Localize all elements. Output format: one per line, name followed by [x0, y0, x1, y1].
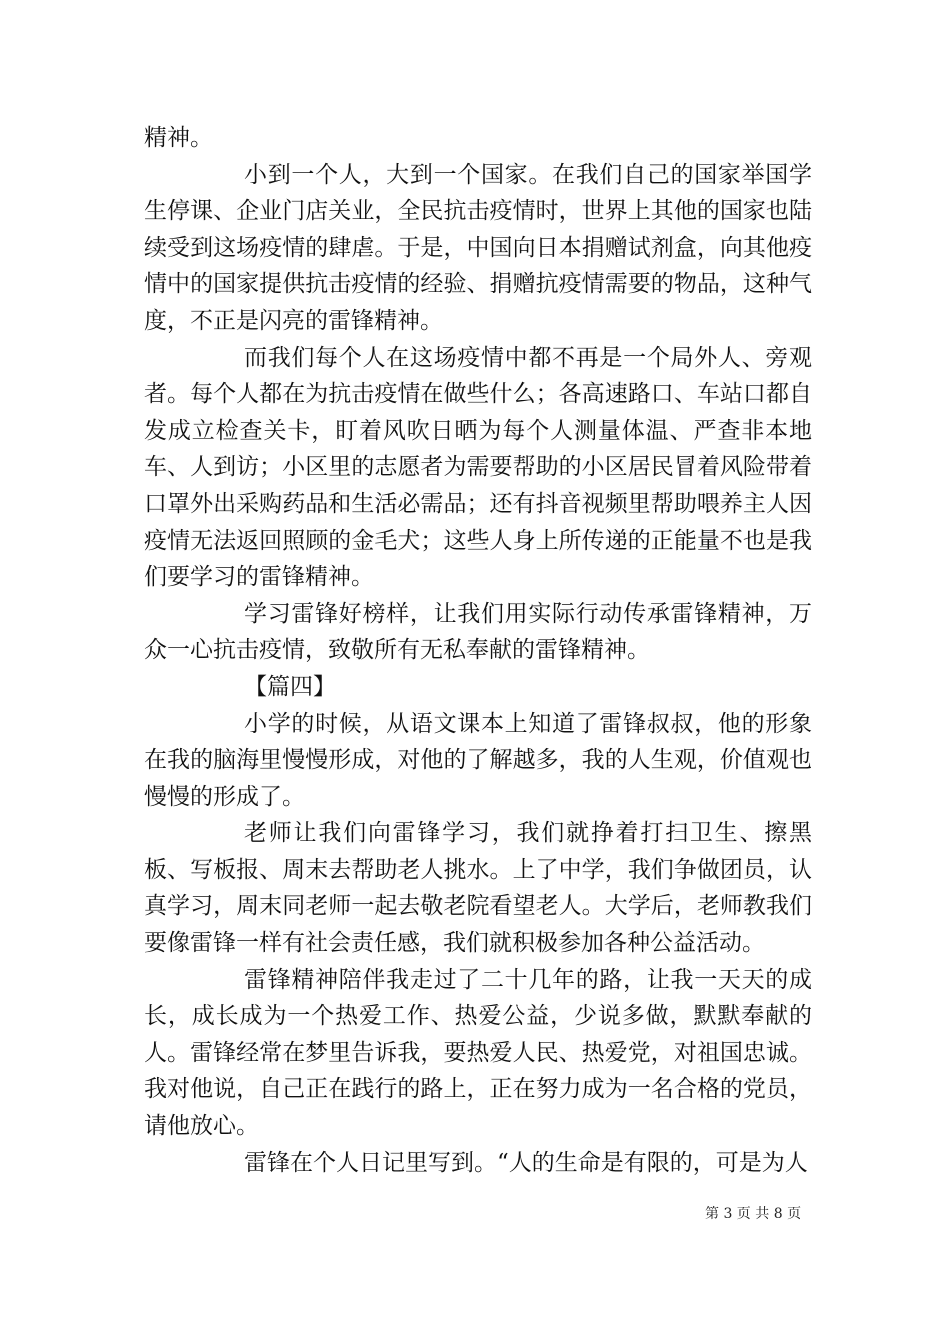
paragraph-4: 学习雷锋好榜样，让我们用实际行动传承雷锋精神，万众一心抗击疫情，致敬所有无私奉献的雷锋精神。 [144, 600, 812, 664]
paragraph-8: 雷锋在个人日记里写到。“人的生命是有限的，可是为人 [244, 1149, 808, 1176]
document-body [144, 120, 812, 1181]
paragraph-2: 小到一个人，大到一个国家。在我们自己的国家举国学生停课、企业门店关业，全民抗击疫情时，世界上其他的国家也陆续受到这场疫情的肆虐。于是，中国向日本捐赠试剂盒，向其他疫情中的国家提供抗击疫情的经验、捐赠抗疫情需要的物品，这种气度，不正是闪亮的雷锋精神。 [144, 161, 812, 334]
page-number-footer: 第 3 页 共 8 页 [705, 1206, 802, 1222]
section-heading: 【篇四】 [244, 673, 336, 700]
paragraph-5: 小学的时候，从语文课本上知道了雷锋叔叔，他的形象在我的脑海里慢慢形成，对他的了解越多，我的人生观，价值观也慢慢的形成了。 [144, 710, 812, 810]
paragraph-3: 而我们每个人在这场疫情中都不再是一个局外人、旁观者。每个人都在为抗击疫情在做些什么；各高速路口、车站口都自发成立检查关卡，盯着风吹日晒为每个人测量体温、严查非本地车、人到访；小区里的志愿者为需要帮助的小区居民冒着风险带着口罩外出采购药品和生活必需品；还有抖音视频里帮助喂养主人因疫情无法返回照顾的金毛犬；这些人身上所传递的正能量不也是我们要学习的雷锋精神。 [144, 344, 812, 591]
paragraph-6: 老师让我们向雷锋学习，我们就挣着打扫卫生、擦黑板、写板报、周末去帮助老人挑水。上了中学，我们争做团员，认真学习，周末同老师一起去敬老院看望老人。大学后，老师教我们要像雷锋一样有社会责任感，我们就积极参加各种公益活动。 [144, 820, 812, 957]
paragraph-1: 精神。 [144, 125, 213, 151]
paragraph-7: 雷锋精神陪伴我走过了二十几年的路，让我一天天的成长，成长成为一个热爱工作、热爱公益，少说多做，默默奉献的人。雷锋经常在梦里告诉我，要热爱人民、热爱党，对祖国忠诚。我对他说，自己正在践行的路上，正在努力成为一名合格的党员，请他放心。 [144, 966, 812, 1140]
